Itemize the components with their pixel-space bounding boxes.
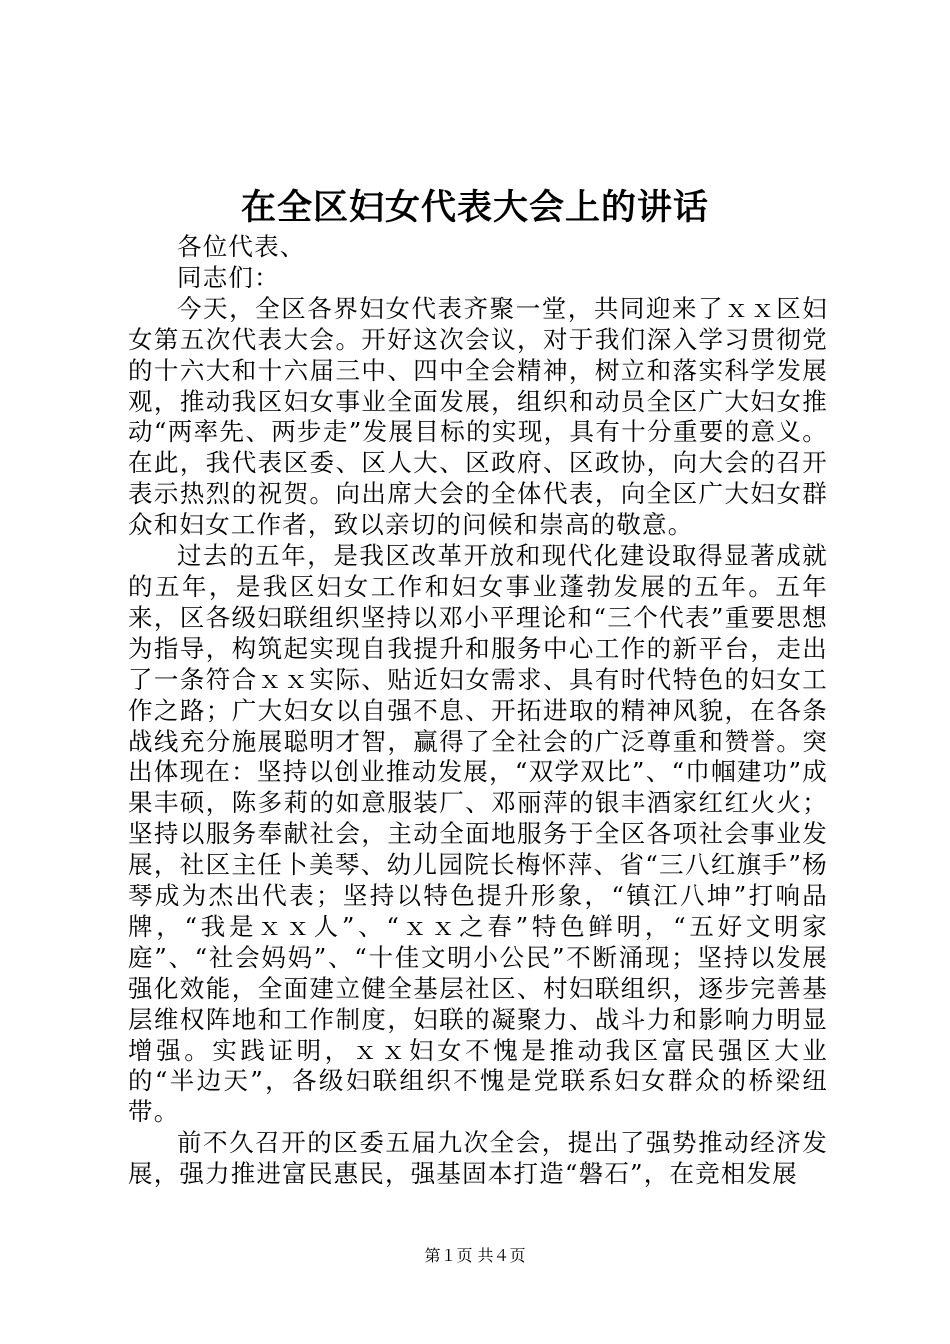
salutation-line: 各位代表、 [177,232,306,261]
page-footer: 第１页 共４页 [424,1246,526,1265]
body-paragraph: 今天，全区各界妇女代表齐聚一堂，共同迎来了ｘｘ区妇女第五次代表大会。开好这次会议，对于我们深入学习贯彻党的十六大和十六届三中、四中全会精神，树立和落实科学发展观，推动我区妇女事业全面发展，组织和动员全区广大妇女推动“两率先、两步走”发展目标的实现，具有十分重要的意义。在此，我代表区委、区人大、区政府、区政协，向大会的召开表示热烈的祝贺。向出席大会的全体代表，向全区广大妇女群众和妇女工作者，致以亲切的问候和崇高的敬意。 [128,293,828,540]
page-title: 在全区妇女代表大会上的讲话 [240,187,709,228]
body-paragraph: 过去的五年，是我区改革开放和现代化建设取得显著成就的五年，是我区妇女工作和妇女事业蓬勃发展的五年。五年来，区各级妇联组织坚持以邓小平理论和“三个代表”重要思想为指导，构筑起实现自我提升和服务中心工作的新平台，走出了一条符合ｘｘ实际、贴近妇女需求、具有时代特色的妇女工作之路；广大妇女以自强不息、开拓进取的精神风貌，在各条战线充分施展聪明才智，赢得了全社会的广泛尊重和赞誉。突出体现在：坚持以创业推动发展，“双学双比”、“巾帼建功”成果丰硕，陈多莉的如意服装厂、邓丽萍的银丰酒家红红火火；坚持以服务奉献社会，主动全面地服务于全区各项社会事业发展，社区主任卜美琴、幼儿园院长梅怀萍、省“三八红旗手”杨琴成为杰出代表；坚持以特色提升形象，“镇江八坤”打响品牌，“我是ｘｘ人”、“ｘｘ之春”特色鲜明，“五好文明家庭”、“社会妈妈”、“十佳文明小公民”不断涌现；坚持以发展强化效能，全面建立健全基层社区、村妇联组织，逐步完善基层维权阵地和工作制度，妇联的凝聚力、战斗力和影响力明显增强。实践证明，ｘｘ妇女不愧是推动我区富民强区大业的“半边天”，各级妇联组织不愧是党联系妇女群众的桥梁纽带。 [128,541,828,1127]
body-paragraph: 前不久召开的区委五届九次全会，提出了强势推动经济发展，强力推进富民惠民，强基固本打造“磐石”，在竞相发展 [128,1128,828,1189]
document-body [128,232,828,1190]
salutation-line: 同志们： [177,262,280,292]
